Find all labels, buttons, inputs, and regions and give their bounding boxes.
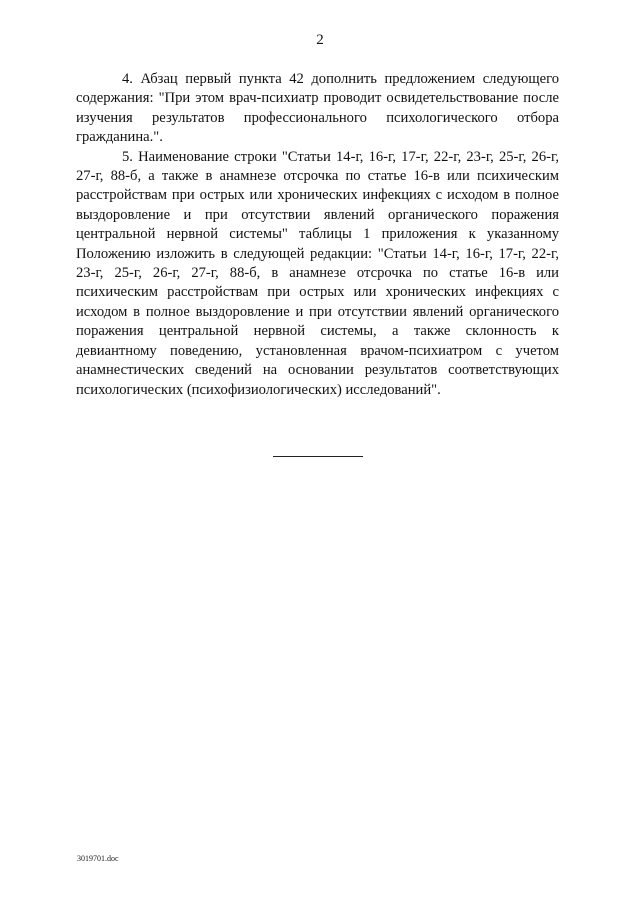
document-id-footer: 3019701.doc	[77, 854, 119, 863]
document-body	[76, 70, 559, 400]
page-number: 2	[316, 32, 324, 48]
separator-line	[273, 456, 363, 457]
paragraph-item-4: 4. Абзац первый пункта 42 дополнить предложением следующего содержания: "При этом врач-психиатр проводит освидетельствование после изучения результатов профессионального психологического отбора гражданина.".	[76, 71, 559, 146]
paragraph-item-5: 5. Наименование строки "Статьи 14-г, 16-г, 17-г, 22-г, 23-г, 25-г, 26-г, 27-г, 88-б, а также в анамнезе отсрочка по статье 16-в или психическим расстройствам при острых или хронических инфекциях с исходом в полное выздоровление и при отсутствии явлений органического поражения центральной нервной системы" таблицы 1 приложения к указанному Положению изложить в следующей редакции: "Статьи 14-г, 16-г, 17-г, 22-г, 23-г, 25-г, 26-г, 27-г, 88-б, в анамнезе отсрочка по статье 16-в или психическим расстройствам при острых или хронических инфекциях с исходом в полное выздоровление и при отсутствии явлений органического поражения центральной нервной системы, а также склонность к девиантному поведению, установленная врачом-психиатром с учетом анамнестических сведений на основании результатов соответствующих психологических (психофизиологических) исследований".	[76, 148, 559, 398]
